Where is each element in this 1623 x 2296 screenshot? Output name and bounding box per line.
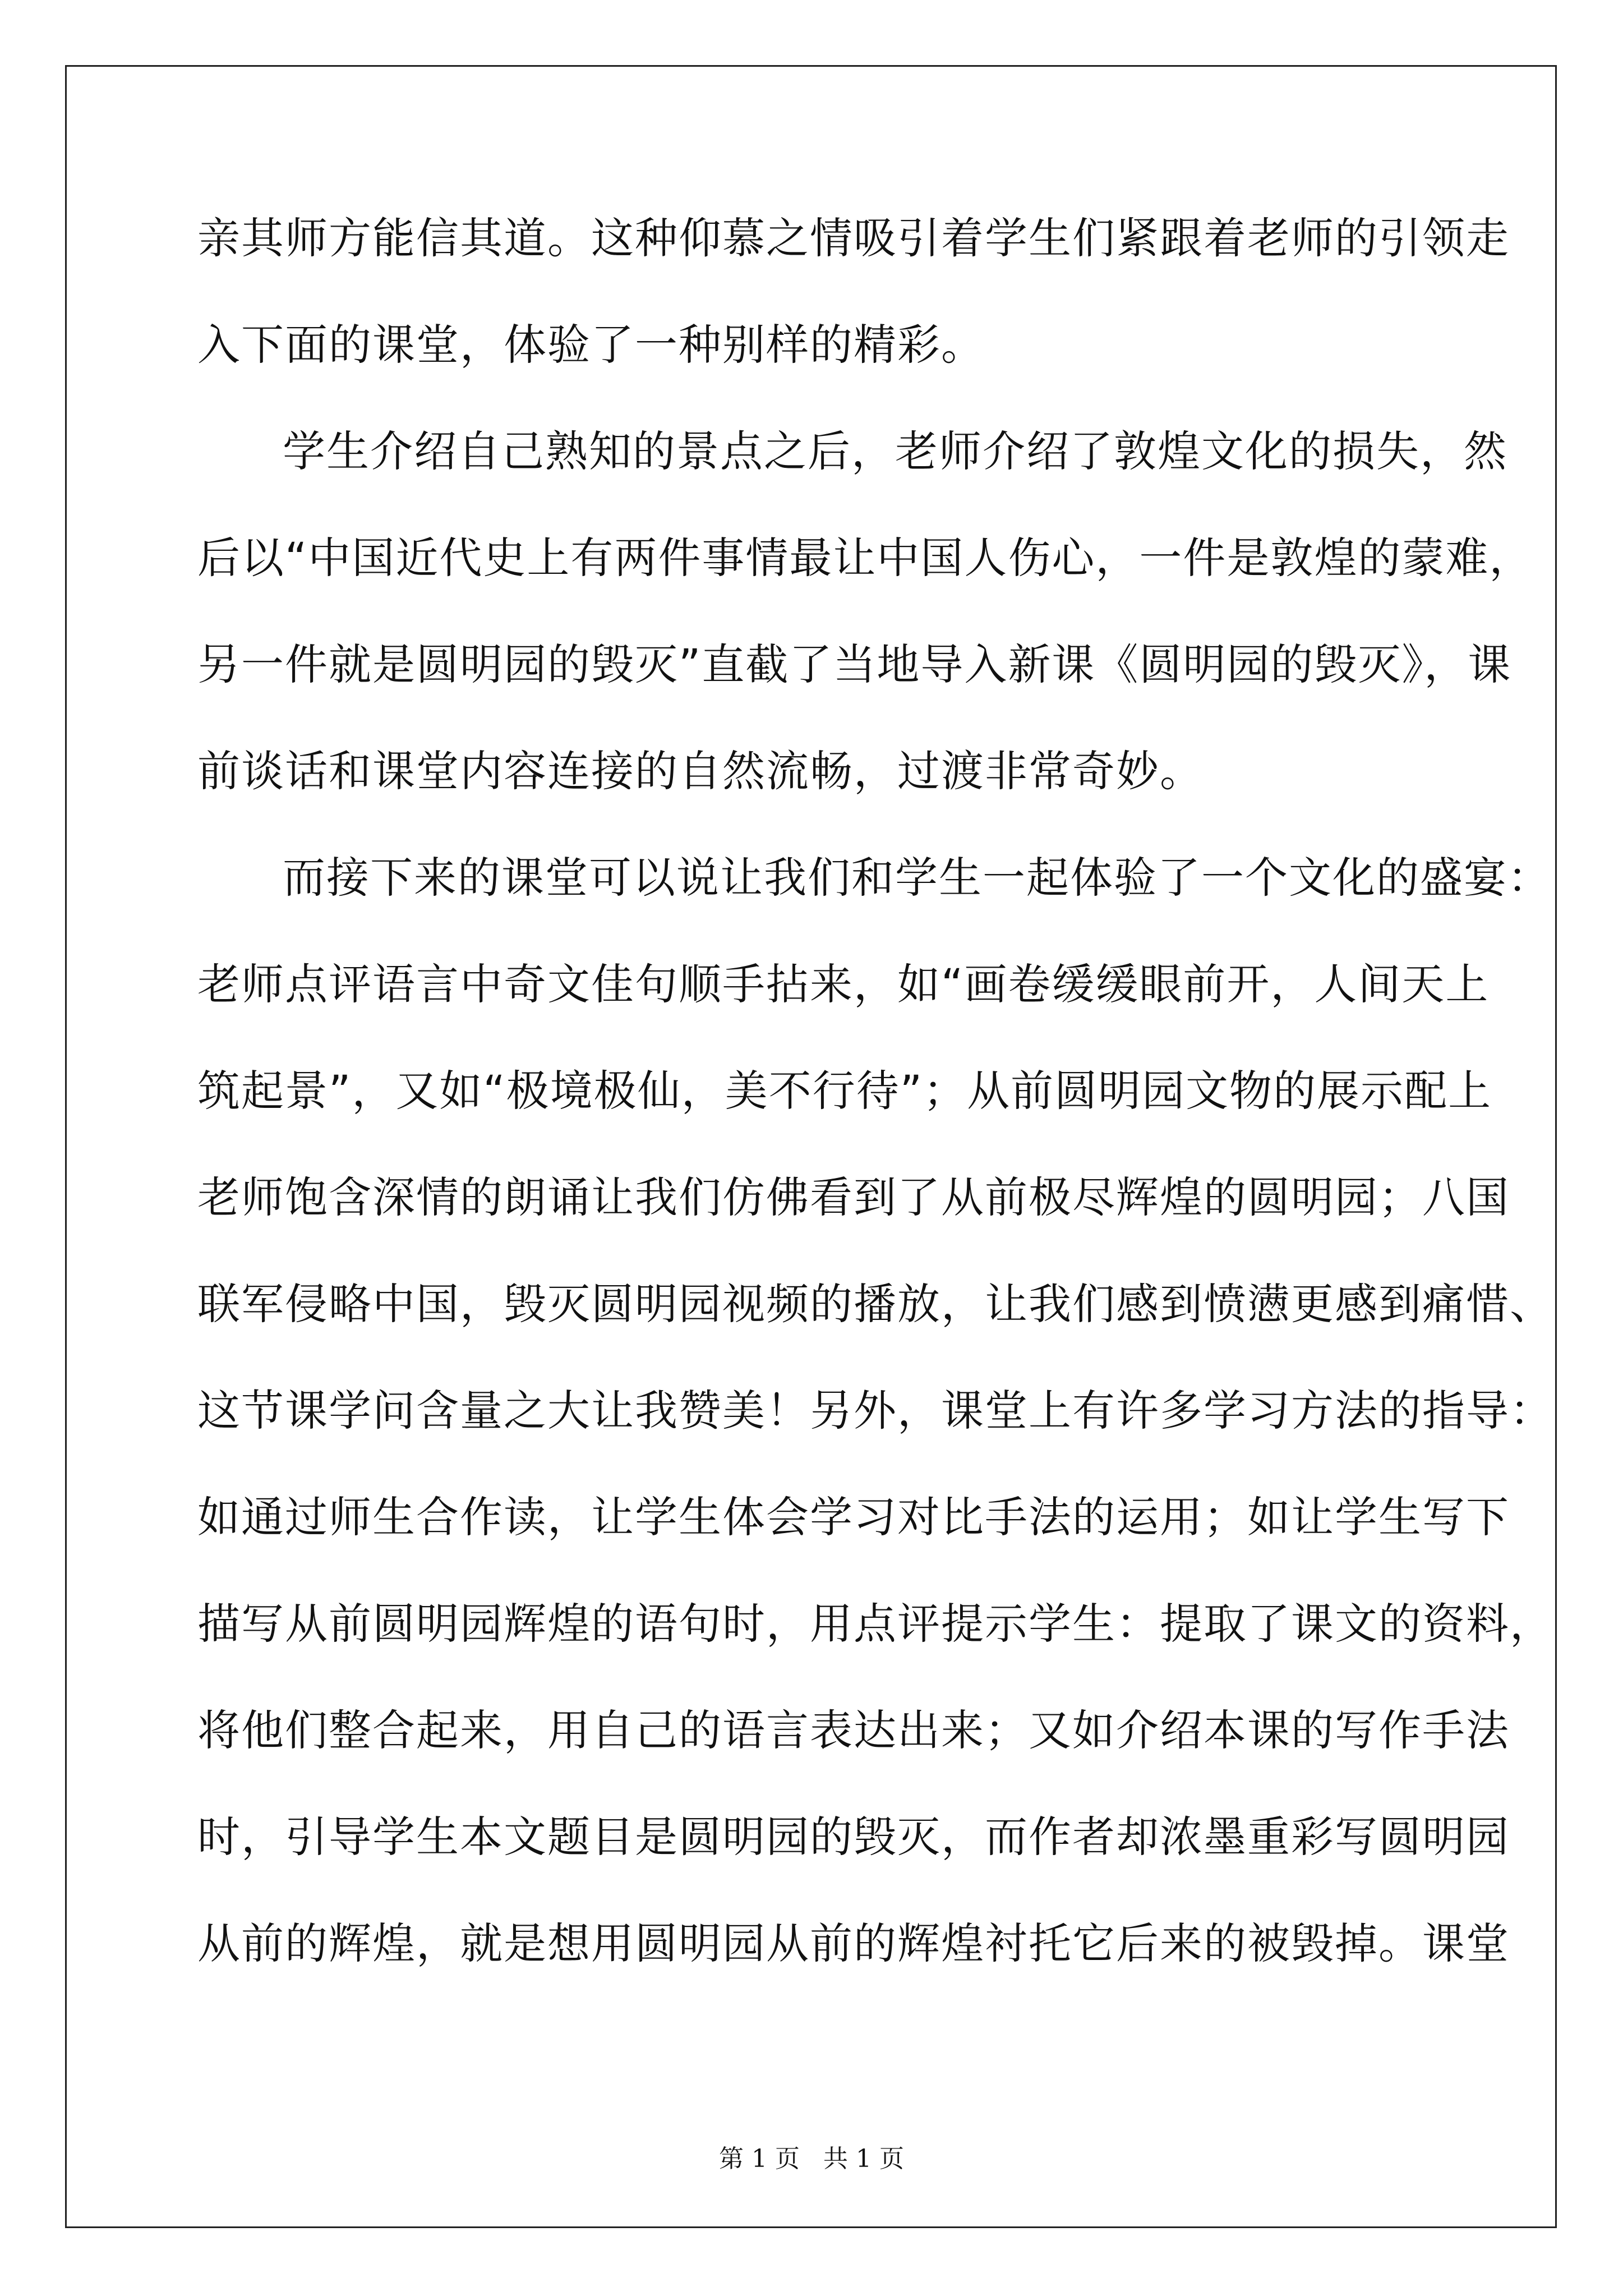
text-line: 入下面的课堂，体验了一种别样的精彩。 — [197, 320, 985, 370]
text-line: 筑起景”，又如“极境极仙，美不行待”；从前圆明园文物的展示配上 — [197, 1066, 1492, 1116]
text-line: 前谈话和课堂内容连接的自然流畅，过渡非常奇妙。 — [197, 746, 1204, 796]
text-line: 描写从前圆明园辉煌的语句时，用点评提示学生：提取了课文的资料， — [197, 1599, 1553, 1649]
text-line: 老师点评语言中奇文佳句顺手拈来，如“画卷缓缓眼前开，人间天上 — [197, 959, 1490, 1009]
text-line: 时，引导学生本文题目是圆明园的毁灭，而作者却浓墨重彩写圆明园 — [197, 1812, 1510, 1862]
text-line: 亲其师方能信其道。这种仰慕之情吸引着学生们紧跟着老师的引领走 — [197, 213, 1510, 263]
text-line: 老师饱含深情的朗诵让我们仿佛看到了从前极尽辉煌的圆明园；八国 — [197, 1172, 1510, 1222]
text-line: 从前的辉煌，就是想用圆明园从前的辉煌衬托它后来的被毁掉。课堂 — [197, 1918, 1510, 1968]
text-line: 这节课学问含量之大让我赞美！另外，课堂上有许多学习方法的指导： — [197, 1386, 1553, 1435]
paragraph-start-line: 而接下来的课堂可以说让我们和学生一起体验了一个文化的盛宴： — [283, 853, 1551, 903]
text-line: 如通过师生合作读，让学生体会学习对比手法的运用；如让学生写下 — [197, 1492, 1510, 1542]
page-footer: 第 1 页 共 1 页 — [719, 2145, 904, 2173]
paragraph-start-line: 学生介绍自己熟知的景点之后，老师介绍了敦煌文化的损失，然 — [283, 426, 1507, 476]
text-line: 另一件就是圆明园的毁灭”直截了当地导入新课《圆明园的毁灭》，课 — [197, 639, 1512, 689]
text-line: 联军侵略中国，毁灭圆明园视频的播放，让我们感到愤懑更感到痛惜、 — [197, 1279, 1553, 1329]
document-body — [197, 185, 1553, 1997]
text-line: 将他们整合起来，用自己的语言表达出来；又如介绍本课的写作手法 — [197, 1705, 1510, 1755]
text-line: 后以“中国近代史上有两件事情最让中国人伤心，一件是敦煌的蒙难， — [197, 533, 1533, 583]
